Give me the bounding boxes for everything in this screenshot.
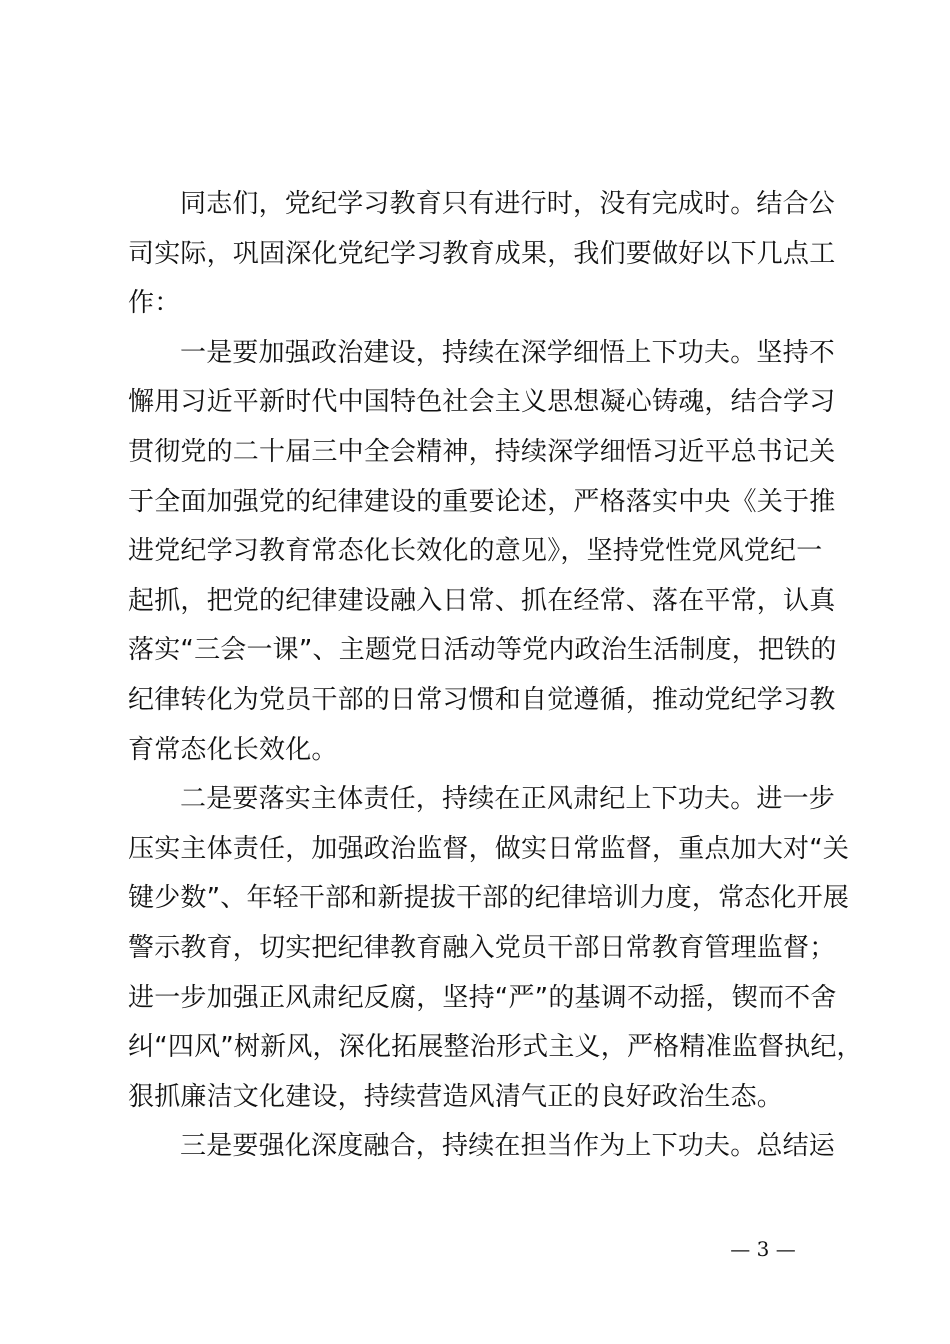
text-line: 狠抓廉洁文化建设，持续营造风清气正的良好政治生态。 <box>128 1081 784 1112</box>
text-line: 贯彻党的二十届三中全会精神，持续深学细悟习近平总书记关 <box>128 436 836 467</box>
document-body <box>128 180 863 1172</box>
text-line: 落实“三会一课”、主题党日活动等党内政治生活制度，把铁的 <box>128 635 837 666</box>
page-number: — 3 — <box>730 1237 796 1261</box>
text-line: 懈用习近平新时代中国特色社会主义思想凝心铸魂，结合学习 <box>128 387 836 418</box>
text-line: 起抓，把党的纪律建设融入日常、抓在经常、落在平常，认真 <box>128 585 836 616</box>
text-line: 同志们，党纪学习教育只有进行时，没有完成时。结合公 <box>180 189 836 219</box>
text-line: 育常态化长效化。 <box>128 734 338 765</box>
text-line: 二是要落实主体责任，持续在正风肃纪上下功夫。进一步 <box>180 784 836 815</box>
text-line: 警示教育，切实把纪律教育融入党员干部日常教育管理监督； <box>128 932 836 963</box>
text-line: 于全面加强党的纪律建设的重要论述，严格落实中央《关于推 <box>128 486 836 517</box>
text-line: 压实主体责任，加强政治监督，做实日常监督，重点加大对“关 <box>128 833 850 864</box>
text-line: 一是要加强政治建设，持续在深学细悟上下功夫。坚持不 <box>180 337 836 368</box>
text-line: 司实际，巩固深化党纪学习教育成果，我们要做好以下几点工 <box>128 238 836 269</box>
text-line: 作： <box>128 288 181 319</box>
text-line: 进党纪学习教育常态化长效化的意见》，坚持党性党风党纪一 <box>128 536 823 567</box>
text-line: 进一步加强正风肃纪反腐，坚持“严”的基调不动摇，锲而不舍 <box>128 982 837 1013</box>
text-line: 纠“四风”树新风，深化拓展整治形式主义，严格精准监督执纪， <box>128 1032 863 1063</box>
text-line: 纪律转化为党员干部的日常习惯和自觉遵循，推动党纪学习教 <box>128 684 836 715</box>
text-line: 三是要强化深度融合，持续在担当作为上下功夫。总结运 <box>180 1131 836 1162</box>
text-line: 键少数”、年轻干部和新提拔干部的纪律培训力度，常态化开展 <box>128 883 850 914</box>
